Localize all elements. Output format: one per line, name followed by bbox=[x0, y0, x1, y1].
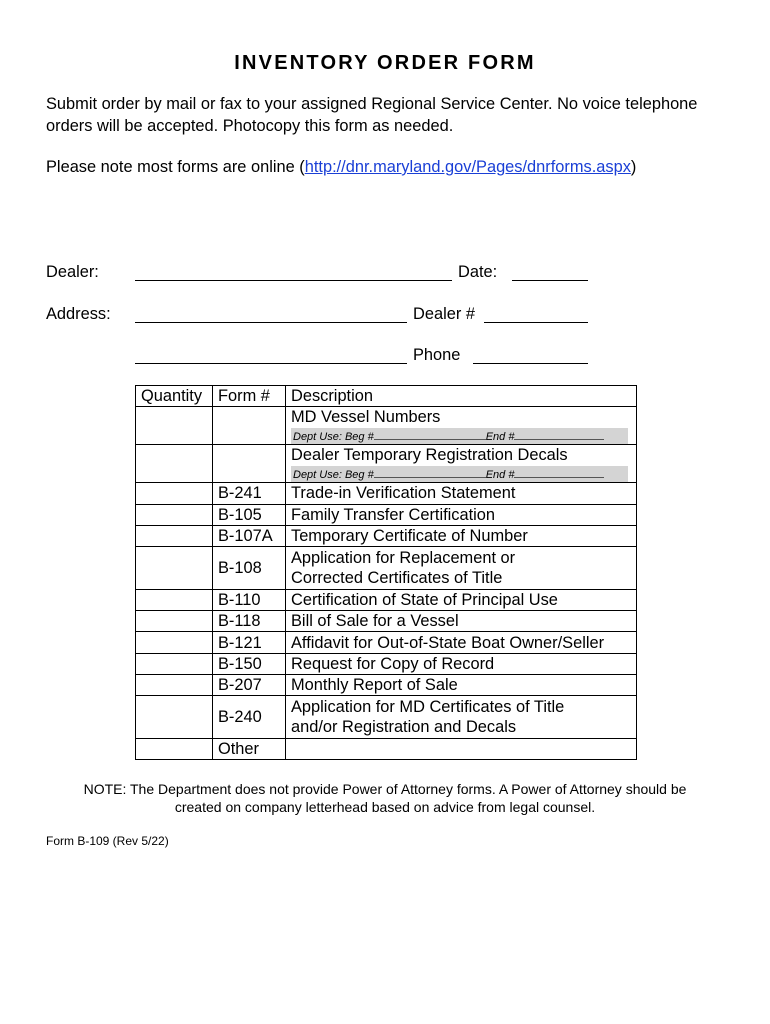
dept-use-box bbox=[291, 466, 628, 482]
description: Temporary Certificate of Number bbox=[286, 525, 637, 546]
dept-use-beg-label: Dept Use: Beg # bbox=[293, 469, 374, 482]
table-row bbox=[136, 504, 637, 525]
online-note-prefix: Please note most forms are online ( bbox=[46, 158, 305, 176]
dealer-number-label: Dealer # bbox=[413, 305, 475, 323]
form-number: B-241 bbox=[213, 483, 286, 504]
description: Monthly Report of Sale bbox=[286, 674, 637, 695]
quantity-cell[interactable] bbox=[136, 483, 213, 504]
form-number: B-110 bbox=[213, 589, 286, 610]
description-cell bbox=[286, 407, 637, 445]
dealer-label: Dealer: bbox=[46, 263, 99, 281]
online-note bbox=[46, 157, 726, 179]
table-row bbox=[136, 483, 637, 504]
description-cell bbox=[286, 445, 637, 483]
dept-use-beg-label: Dept Use: Beg # bbox=[293, 431, 374, 444]
table-row bbox=[136, 674, 637, 695]
quantity-cell[interactable] bbox=[136, 407, 213, 445]
table-row-vessel-numbers bbox=[136, 407, 637, 445]
table-row bbox=[136, 547, 637, 590]
date-label: Date: bbox=[458, 263, 498, 281]
dealer-field[interactable] bbox=[135, 280, 452, 281]
address-field-1[interactable] bbox=[135, 322, 407, 323]
quantity-cell[interactable] bbox=[136, 547, 213, 590]
form-number: B-118 bbox=[213, 611, 286, 632]
quantity-cell[interactable] bbox=[136, 653, 213, 674]
form-number: B-150 bbox=[213, 653, 286, 674]
beg-number-blank bbox=[374, 466, 486, 478]
table-row bbox=[136, 589, 637, 610]
date-field[interactable] bbox=[512, 280, 588, 281]
description-line-1: Application for MD Certificates of Title bbox=[291, 698, 565, 717]
end-number-blank bbox=[514, 466, 604, 478]
quantity-cell[interactable] bbox=[136, 525, 213, 546]
dept-use-box bbox=[291, 428, 628, 444]
address-field-2[interactable] bbox=[135, 363, 407, 364]
header-form-number: Form # bbox=[213, 386, 286, 407]
phone-field[interactable] bbox=[473, 363, 588, 364]
quantity-cell[interactable] bbox=[136, 738, 213, 759]
header-quantity: Quantity bbox=[136, 386, 213, 407]
dept-use-end-label: End # bbox=[485, 431, 515, 444]
description-line-2: Corrected Certificates of Title bbox=[291, 568, 503, 587]
forms-link[interactable]: http://dnr.maryland.gov/Pages/dnrforms.aspx bbox=[304, 158, 631, 176]
description-line-1: Application for Replacement or bbox=[291, 548, 516, 567]
description bbox=[286, 696, 637, 739]
description-line-2: and/or Registration and Decals bbox=[291, 718, 517, 737]
form-cell bbox=[213, 407, 286, 445]
header-description: Description bbox=[286, 386, 637, 407]
intro-text: Submit order by mail or fax to your assigned Regional Service Center. No voice telephone orders will be accepted. Photocopy this form as needed. bbox=[46, 95, 698, 135]
form-number: B-105 bbox=[213, 504, 286, 525]
note-line-1: NOTE: The Department does not provide Power of Attorney forms. A Power of Attorney should be bbox=[83, 781, 687, 797]
description: Bill of Sale for a Vessel bbox=[286, 611, 637, 632]
form-number: B-108 bbox=[213, 547, 286, 590]
table-row-decals bbox=[136, 445, 637, 483]
page-title: INVENTORY ORDER FORM bbox=[234, 52, 536, 74]
description: Family Transfer Certification bbox=[286, 504, 637, 525]
description: Trade-in Verification Statement bbox=[286, 483, 637, 504]
address-label: Address: bbox=[46, 305, 111, 323]
quantity-cell[interactable] bbox=[136, 611, 213, 632]
form-number-footer: Form B-109 (Rev 5/22) bbox=[46, 834, 169, 848]
quantity-cell[interactable] bbox=[136, 632, 213, 653]
quantity-cell[interactable] bbox=[136, 696, 213, 739]
phone-label: Phone bbox=[413, 346, 461, 364]
online-note-suffix: ) bbox=[630, 158, 637, 176]
form-number: B-240 bbox=[213, 696, 286, 739]
note-line-2: created on company letterhead based on advice from legal counsel. bbox=[174, 799, 596, 815]
table-row bbox=[136, 653, 637, 674]
description-cell-other[interactable] bbox=[286, 738, 637, 759]
description: Affidavit for Out-of-State Boat Owner/Seller bbox=[286, 632, 637, 653]
dept-use-end-label: End # bbox=[485, 469, 515, 482]
table-row bbox=[136, 525, 637, 546]
quantity-cell[interactable] bbox=[136, 504, 213, 525]
end-number-blank bbox=[514, 428, 604, 440]
table-row bbox=[136, 696, 637, 739]
description: Request for Copy of Record bbox=[286, 653, 637, 674]
description bbox=[286, 547, 637, 590]
form-cell bbox=[213, 445, 286, 483]
dealer-number-field[interactable] bbox=[484, 322, 588, 323]
table-row bbox=[136, 738, 637, 759]
beg-number-blank bbox=[374, 428, 486, 440]
form-number: B-107A bbox=[213, 525, 286, 546]
table-header-row bbox=[136, 386, 637, 407]
form-number: B-207 bbox=[213, 674, 286, 695]
power-of-attorney-note bbox=[30, 780, 740, 816]
form-number: Other bbox=[213, 738, 286, 759]
form-number: B-121 bbox=[213, 632, 286, 653]
quantity-cell[interactable] bbox=[136, 674, 213, 695]
description-text: Dealer Temporary Registration Decals bbox=[291, 446, 568, 465]
inventory-table bbox=[135, 385, 637, 760]
quantity-cell[interactable] bbox=[136, 589, 213, 610]
quantity-cell[interactable] bbox=[136, 445, 213, 483]
table-row bbox=[136, 611, 637, 632]
table-row bbox=[136, 632, 637, 653]
description: Certification of State of Principal Use bbox=[286, 589, 637, 610]
description-text: MD Vessel Numbers bbox=[291, 408, 441, 427]
